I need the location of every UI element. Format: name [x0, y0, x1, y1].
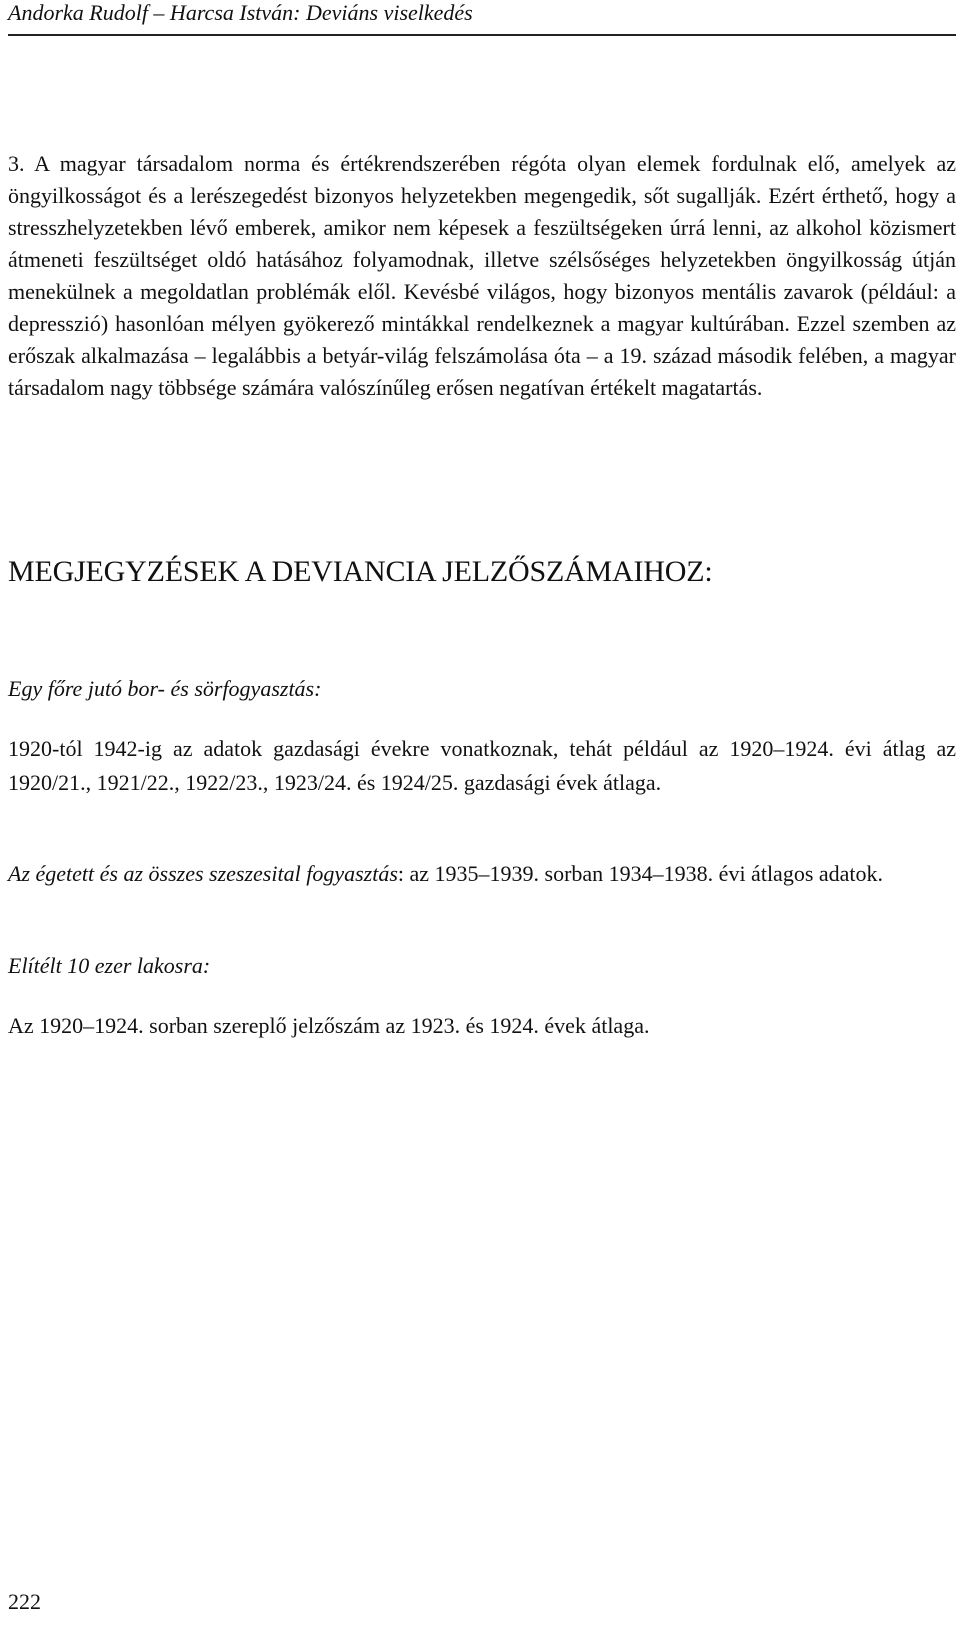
body-paragraph-3: 3. A magyar társadalom norma és értékrendszerében régóta olyan elemek fordulnak elő, amelyek az öngyilkosságot és a lerészegedést bizonyos helyzetekben megengedik, sőt sugallják. Ezért érthető, hogy a stresszhelyzetekben lévő emberek, amikor nem képesek a feszültségeken úrrá lenni, az alkohol közismert átmeneti feszültséget oldó hatásához folyamodnak, illetve szélsőséges helyzetekben öngyilkosság útján menekülnek a megoldatlan problémák elől. Kevésbé világos, hogy bizonyos mentális zavarok (például: a depresszió) hasonlóan mélyen gyökerező mintákkal rendelkeznek a magyar kultúrában. Ezzel szemben az erőszak alkalmazása – legalábbis a betyár-világ felszámolása óta – a 19. század második felében, a magyar társadalom nagy többsége számára valószínűleg erősen negatívan értékelt magatartás.: [8, 151, 956, 400]
note-body-spirits: : az 1935–1939. sorban 1934–1938. évi átlagos adatok.: [397, 861, 884, 886]
note-body-wine-beer: 1920-tól 1942-ig az adatok gazdasági évekre vonatkoznak, tehát például az 1920–1924. évi átlag az 1920/21., 1921/22., 1922/23., 1923/24. és 1924/25. gazdasági évek átlaga.: [8, 736, 956, 795]
running-title: Andorka Rudolf – Harcsa István: Deviáns viselkedés: [8, 0, 473, 25]
page-number: 222: [8, 1589, 41, 1614]
note-body-convicted: Az 1920–1924. sorban szereplő jelzőszám az 1923. és 1924. évek átlaga.: [8, 1013, 650, 1038]
note-title-wine-beer: Egy főre jutó bor- és sörfogyasztás:: [8, 676, 322, 701]
note-title-convicted: Elítélt 10 ezer lakosra:: [8, 953, 211, 978]
note-spirits: [8, 857, 956, 891]
running-header: [8, 0, 956, 36]
note-title-spirits: Az égetett és az összes szeszesital fogyasztás: [8, 861, 398, 886]
section-heading: MEGJEGYZÉSEK A DEVIANCIA JELZŐSZÁMAIHOZ:: [8, 555, 713, 588]
